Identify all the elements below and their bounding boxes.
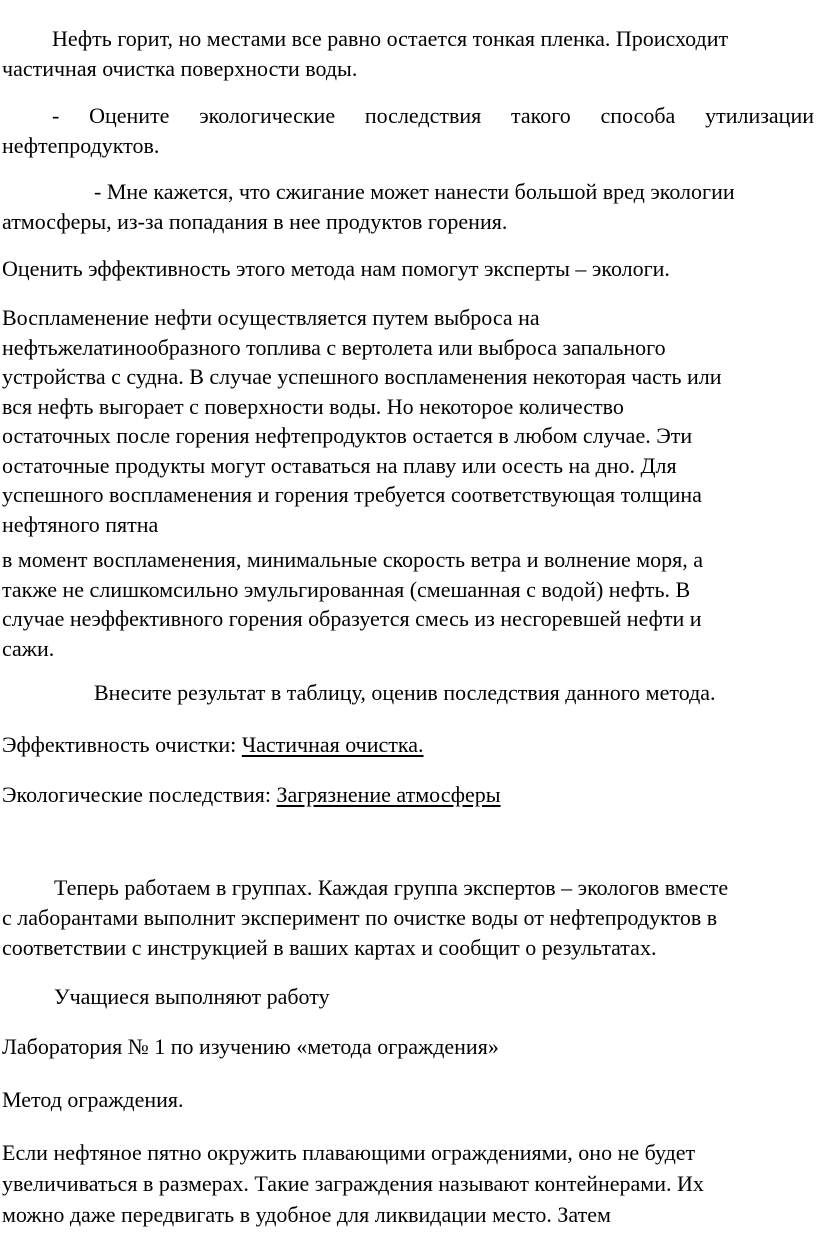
paragraph-experts xyxy=(2,254,814,284)
text-line: нефтьжелатинообразного топлива с вертолета или выброса запального xyxy=(2,334,666,360)
text-line: Внесите результат в таблицу, оценив последствия данного метода. xyxy=(94,680,716,705)
text-line: случае неэффективного горения образуется смесь из несгоревшей нефти и xyxy=(2,606,702,631)
efficiency-row xyxy=(2,730,814,760)
text-line: Лаборатория № 1 по изучению «метода ограждения» xyxy=(2,1034,499,1059)
text-line xyxy=(2,780,814,810)
text-line: Метод ограждения. xyxy=(2,1087,184,1112)
text-line: атмосферы, из-за попадания в нее продуктов горения. xyxy=(2,209,508,234)
lab-title xyxy=(2,1032,814,1062)
text-line: нефтяного пятна xyxy=(2,511,159,537)
text-line: Если нефтяное пятно окружить плавающими ограждениями, оно не будет xyxy=(2,1140,696,1165)
ecology-row xyxy=(2,780,814,810)
ecology-value: Загрязнение атмосферы xyxy=(276,782,501,807)
text-line: соответствии с инструкцией в ваших картах и сообщит о результатах. xyxy=(2,935,657,960)
text-line: Нефть горит, но местами все равно остается тонкая пленка. Происходит xyxy=(52,26,729,51)
text-line: Воспламенение нефти осуществляется путем выброса на xyxy=(2,305,540,330)
text-line: вся нефть выгорает с поверхности воды. Но некоторое количество xyxy=(2,393,624,419)
text-line: можно даже передвигать в удобное для ликвидации место. Затем xyxy=(2,1202,611,1227)
paragraph-instruction xyxy=(2,678,814,708)
paragraph-groups xyxy=(2,873,814,963)
text-line: остаточные продукты могут оставаться на плаву или осесть на дно. Для xyxy=(2,452,677,478)
efficiency-value: Частичная очистка. xyxy=(241,732,424,757)
efficiency-label: Эффективность очистки: xyxy=(2,732,242,757)
text-line: Теперь работаем в группах. Каждая группа экспертов – экологов вместе xyxy=(54,875,729,900)
paragraph-students xyxy=(2,982,814,1012)
text-line: успешного воспламенения и горения требуется соответствующая толщина xyxy=(2,482,702,507)
text-line: остаточных после горения нефтепродуктов остается в любом случае. Эти xyxy=(2,423,693,448)
text-line: в момент воспламенения, минимальные скорость ветра и волнение моря, а xyxy=(2,547,704,572)
paragraph-ignition xyxy=(2,303,814,539)
ecology-label: Экологические последствия: xyxy=(2,782,277,807)
text-line: - Мне кажется, что сжигание может нанести большой вред экологии xyxy=(94,179,735,204)
paragraph-containment xyxy=(2,1137,814,1230)
text-line: увеличиваться в размерах. Такие заграждения называют контейнерами. Их xyxy=(2,1171,704,1196)
paragraph-answer xyxy=(2,177,814,237)
method-title xyxy=(2,1085,814,1115)
text-line: Учащиеся выполняют работу xyxy=(54,984,330,1009)
text-line: нефтепродуктов. xyxy=(2,133,160,158)
text-line: - Оцените экологические последствия такого способа утилизации xyxy=(52,103,814,128)
text-line: Оценить эффективность этого метода нам помогут эксперты – экологи. xyxy=(2,256,670,281)
text-line xyxy=(2,730,814,760)
paragraph-conditions xyxy=(2,545,814,663)
text-line: сажи. xyxy=(2,635,55,661)
text-line: также не слишкомсильно эмульгированная (смешанная с водой) нефть. В xyxy=(2,576,691,602)
paragraph-question xyxy=(2,101,814,161)
paragraph-oil-burning xyxy=(2,24,814,84)
text-line: устройства с судна. В случае успешного воспламенения некоторая часть или xyxy=(2,364,722,389)
text-line: частичная очистка поверхности воды. xyxy=(2,56,358,81)
text-line: с лаборантами выполнит эксперимент по очистке воды от нефтепродуктов в xyxy=(2,905,718,930)
